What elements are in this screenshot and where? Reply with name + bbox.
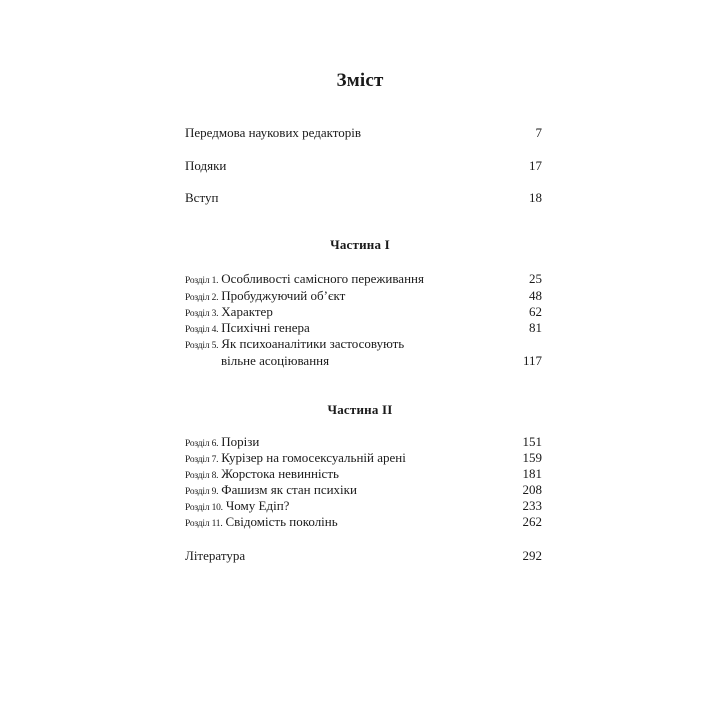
toc-entry-label: Жорстока невинність (221, 466, 339, 481)
chapter-prefix: Розділ 2. (185, 293, 219, 303)
toc-entry-label: Подяки (185, 158, 227, 173)
toc-entry-label: Особливості самісного переживання (221, 271, 424, 286)
toc-entry-label: Література (185, 548, 246, 563)
toc-entry-chapter-4[interactable] (185, 320, 542, 336)
toc-page-number: 25 (529, 271, 542, 286)
part-heading: Частина I (330, 237, 390, 252)
toc-page-number: 17 (529, 158, 542, 173)
toc-page-number: 81 (529, 320, 542, 335)
toc-entry-label: Передмова наукових редакторів (185, 125, 362, 140)
chapter-prefix: Розділ 6. (185, 439, 219, 449)
toc-entry-label: Чому Едіп? (225, 498, 290, 513)
toc-entry-label: Як психоаналітики застосовують (221, 336, 405, 351)
toc-entry-chapter-3[interactable] (185, 304, 542, 320)
toc-entry-chapter-8[interactable] (185, 466, 542, 482)
toc-page-number: 233 (522, 498, 542, 513)
toc-page-number: 262 (522, 514, 542, 529)
chapter-prefix: Розділ 8. (185, 471, 219, 481)
toc-entry-label: Свідомість поколінь (225, 514, 338, 529)
toc-entry-introduction[interactable] (185, 190, 542, 206)
toc-entry-chapter-2[interactable] (185, 288, 542, 304)
toc-entry-chapter-11[interactable] (185, 514, 542, 530)
toc-page-number: 151 (522, 434, 542, 449)
toc-page-number: 181 (522, 466, 542, 481)
page-title: Зміст (336, 70, 384, 91)
chapter-prefix: Розділ 11. (185, 519, 223, 529)
chapter-prefix: Розділ 10. (185, 503, 223, 513)
toc-page-number: 48 (529, 288, 542, 303)
toc-entry-continuation: вільне асоціювання (221, 353, 330, 368)
toc-page-number: 159 (522, 450, 542, 465)
chapter-prefix: Розділ 5. (185, 341, 219, 351)
toc-entry-label: Порізи (221, 434, 260, 449)
toc-entry-bibliography[interactable] (185, 548, 542, 564)
part-heading: Частина II (327, 402, 393, 417)
toc-entry-chapter-9[interactable] (185, 482, 542, 498)
toc-entry-chapter-1[interactable] (185, 271, 542, 287)
toc-page-number: 117 (522, 353, 542, 368)
toc-entry-label: Курізер на гомосексуальній арені (221, 450, 406, 465)
toc-entry-label: Вступ (185, 190, 219, 205)
chapter-prefix: Розділ 1. (185, 276, 219, 286)
toc-entry-chapter-6[interactable] (185, 434, 542, 450)
chapter-prefix: Розділ 4. (185, 325, 219, 335)
toc-entry-chapter-5[interactable] (185, 336, 542, 352)
chapter-prefix: Розділ 3. (185, 309, 219, 319)
toc-entry-acknowledgements[interactable] (185, 158, 542, 174)
toc-entry-label: Характер (221, 304, 273, 319)
toc-page-number: 292 (522, 548, 542, 563)
toc-entry-chapter-10[interactable] (185, 498, 542, 514)
toc-entry-chapter-7[interactable] (185, 450, 542, 466)
toc-entry-foreword[interactable] (185, 125, 542, 141)
toc-page-number: 18 (529, 190, 542, 205)
toc-entry-label: Фашизм як стан психіки (221, 482, 357, 497)
toc-entry-chapter-5-page (185, 353, 542, 369)
toc-page-number: 62 (529, 304, 542, 319)
toc-page-number: 7 (535, 125, 542, 140)
toc-page-number: 208 (522, 482, 542, 497)
chapter-prefix: Розділ 7. (185, 455, 219, 465)
toc-entry-label: Пробуджуючий об’єкт (221, 288, 346, 303)
toc-entry-label: Психічні генера (221, 320, 310, 335)
chapter-prefix: Розділ 9. (185, 487, 219, 497)
